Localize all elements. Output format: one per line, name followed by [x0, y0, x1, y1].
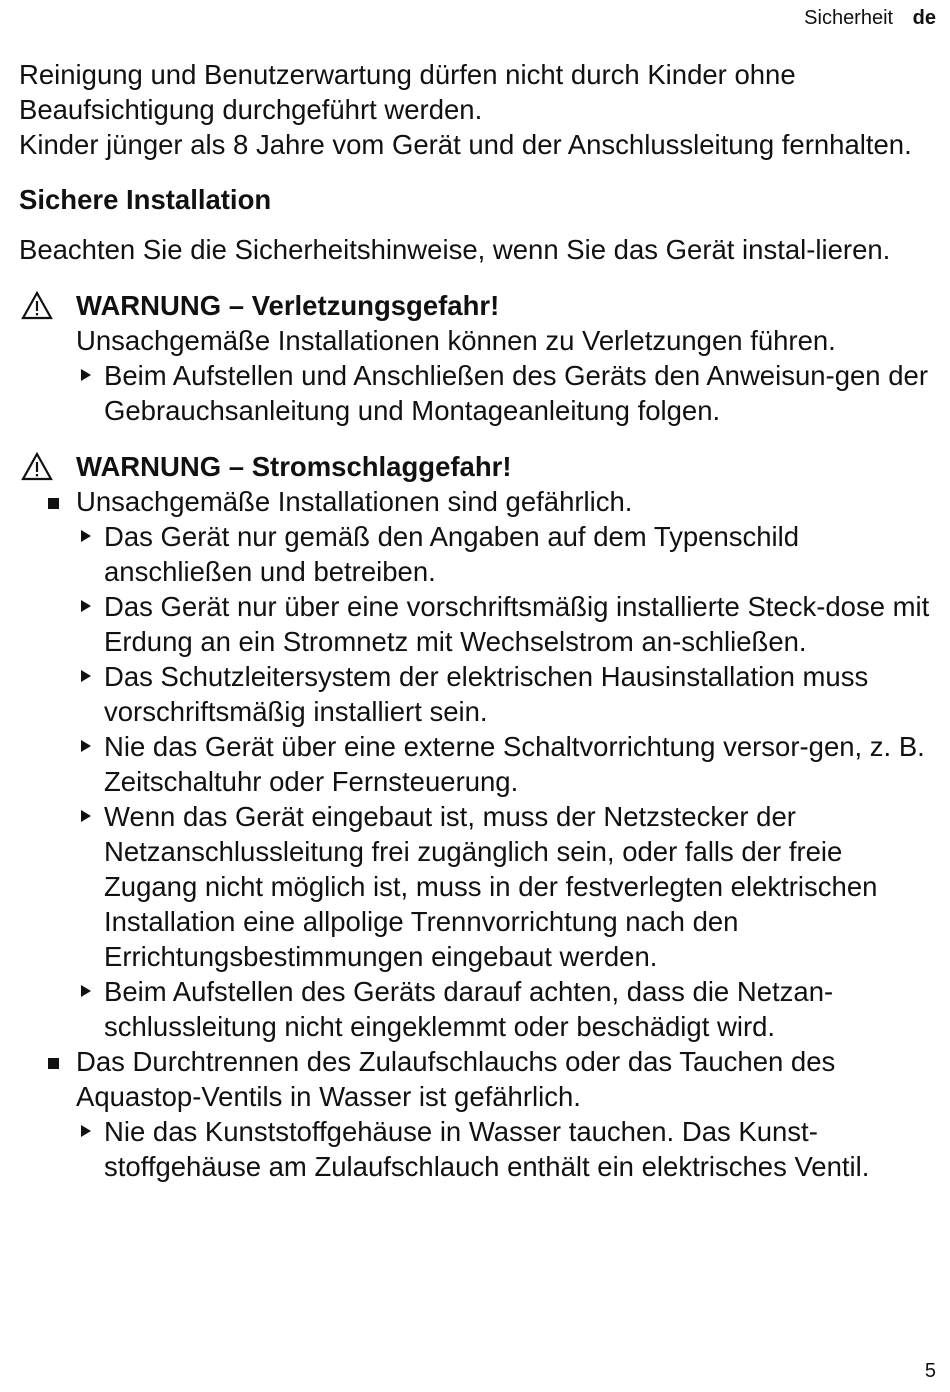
hazard-text: Unsachgemäße Installationen sind gefährlich. [76, 486, 633, 517]
action-text: Beim Aufstellen und Anschließen des Geräts den Anweisun-gen der Gebrauchsanleitung und Montageanleitung folgen. [104, 360, 928, 426]
header-section-title: Sicherheit [804, 7, 894, 29]
arrow-right-icon [81, 1125, 91, 1137]
action-text: Das Gerät nur gemäß den Angaben auf dem Typenschild anschließen und betreiben. [104, 521, 800, 587]
hazard-text: Das Durchtrennen des Zulaufschlauchs oder das Tauchen des Aquastop-Ventils in Wasser ist gefährlich. [76, 1046, 836, 1112]
warning-title-text: WARNUNG – Stromschlaggefahr! [76, 451, 512, 482]
document-body [19, 57, 937, 1184]
intro-paragraph-1: Reinigung und Benutzerwartung dürfen nicht durch Kinder ohne Beaufsichtigung durchgeführt werden. [19, 59, 796, 125]
action-item [19, 1114, 937, 1184]
hazard-bullet [19, 1044, 937, 1114]
action-item [19, 589, 937, 659]
action-item [19, 519, 937, 589]
arrow-right-icon [81, 810, 91, 822]
intro-paragraph-2: Kinder jünger als 8 Jahre vom Gerät und der Anschlussleitung fernhalten. [19, 129, 912, 160]
action-text: Nie das Kunststoffgehäuse in Wasser tauchen. Das Kunst-stoffgehäuse am Zulaufschlauch enthält ein elektrisches Ventil. [104, 1116, 870, 1182]
arrow-right-icon [81, 530, 91, 542]
action-item [19, 974, 937, 1044]
section-heading: Sichere Installation [19, 184, 272, 215]
header-language-code: de [912, 7, 936, 29]
page-number: 5 [924, 1360, 936, 1382]
warning-triangle-icon [21, 452, 53, 481]
page-header [804, 7, 936, 30]
action-text: Nie das Gerät über eine externe Schaltvorrichtung versor-gen, z. B. Zeitschaltuhr oder Fernsteuerung. [104, 731, 925, 797]
warning-triangle-icon [21, 291, 53, 320]
arrow-right-icon [81, 670, 91, 682]
section-intro-text: Beachten Sie die Sicherheitshinweise, wenn Sie das Gerät instal-lieren. [19, 234, 891, 265]
action-item [19, 659, 937, 729]
action-text: Wenn das Gerät eingebaut ist, muss der Netzstecker der Netzanschlussleitung frei zugänglich sein, oder falls der freie Zugang nicht möglich ist, muss in der festverlegten elektrischen Installation eine allpolige Trennvorrichtung nach den Errichtungsbestimmungen eingebaut werden. [104, 801, 878, 972]
warning-title-electric-shock [19, 449, 937, 484]
square-bullet-icon [48, 498, 59, 509]
arrow-right-icon [81, 369, 91, 381]
action-item [19, 729, 937, 799]
warning-title-injury [19, 288, 937, 323]
square-bullet-icon [48, 1058, 59, 1069]
hazard-bullet [19, 484, 937, 519]
warning-title-text: WARNUNG – Verletzungsgefahr! [76, 290, 500, 321]
action-text: Das Gerät nur über eine vorschriftsmäßig installierte Steck-dose mit Erdung an ein Stromnetz mit Wechselstrom an-schließen. [104, 591, 930, 657]
warning-block-injury [19, 288, 937, 428]
warning-block-electric-shock [19, 449, 937, 1184]
action-item [19, 358, 937, 428]
arrow-right-icon [81, 985, 91, 997]
action-text: Das Schutzleitersystem der elektrischen Hausinstallation muss vorschriftsmäßig installiert sein. [104, 661, 869, 727]
action-item [19, 799, 937, 974]
arrow-right-icon [81, 600, 91, 612]
action-text: Beim Aufstellen des Geräts darauf achten, dass die Netzan-schlussleitung nicht eingeklemmt oder beschädigt wird. [104, 976, 834, 1042]
arrow-right-icon [81, 740, 91, 752]
warning-description: Unsachgemäße Installationen können zu Verletzungen führen. [76, 325, 836, 356]
